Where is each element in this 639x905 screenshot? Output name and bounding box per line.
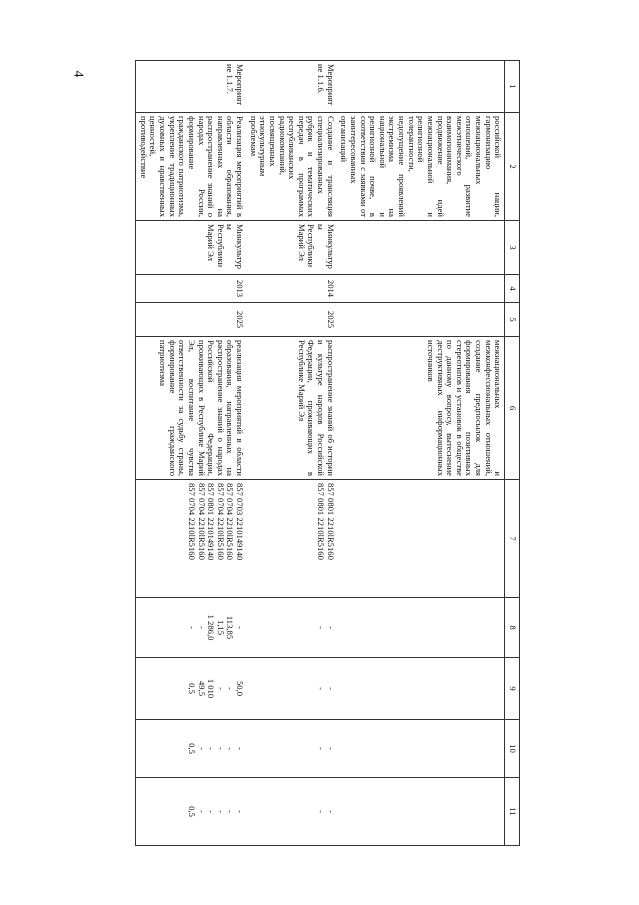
value: - [196, 626, 207, 629]
cell-c9 [337, 658, 505, 720]
value: - [316, 626, 327, 629]
cell-end-year [337, 303, 505, 337]
cell-c8 [337, 598, 505, 658]
cell-c11 [246, 778, 337, 846]
value: - [196, 747, 207, 750]
header-row [505, 61, 520, 846]
cell-executor [337, 221, 505, 275]
code-line: 857 0704 2210lR5160 [196, 483, 207, 560]
code-line: 857 0801 2210lR5160 [325, 483, 336, 560]
cell-c11 [337, 778, 505, 846]
cell-c10 [337, 720, 505, 778]
value: - [316, 687, 327, 690]
value: - [316, 810, 327, 813]
cell-end-year: 2025 [246, 303, 337, 337]
code-line: 857 0703 2210149140 [235, 483, 246, 561]
cell-id: Мероприятие 1.1.7. [136, 61, 246, 113]
value: 1 010 [206, 678, 217, 699]
col-header-2: 2 [505, 113, 520, 221]
value: - [325, 810, 336, 813]
cell-name: российской нации, гармонизацию межнациональных отношений, развитие межэтнического взаимопонимания, продвижение идей межнациональной и религиозной толерантности, недопущение проявлений экстремизма на национальной и религиозной почве, в соответствии с заявками от заинтересованных организаций [337, 113, 505, 221]
col-header-9: 9 [505, 658, 520, 720]
cell-c9 [246, 658, 337, 720]
code-line: 857 0801 2210lR5160 [316, 483, 327, 560]
cell-start-year [337, 275, 505, 303]
col-header-5: 5 [505, 303, 520, 337]
cell-result: реализация мероприятий в области образования, направленных на распространение знаний о народах Российской Федерации, проживающих в Республике Марий Эл, воспитание чувства ответственности за судьбу страны, формирование гражданского патриотизма [136, 337, 246, 480]
cell-end-year: 2025 [136, 303, 246, 337]
cell-c8 [246, 598, 337, 658]
value: - [225, 747, 236, 750]
cell-start-year: 2013 [136, 275, 246, 303]
cell-id [337, 61, 505, 113]
cell-name: Создание и трансляция специализированных рубрик и тематических передач в программах республиканских радиокомпаний, посвященных этнокультурным проблемам [246, 113, 337, 221]
value: - [325, 687, 336, 690]
value: - [235, 810, 246, 813]
col-header-10: 10 [505, 720, 520, 778]
cell-code [246, 480, 337, 598]
code-line: 857 0801 2210149140 [206, 483, 217, 561]
value: - [206, 747, 217, 750]
cell-result: межнациональных и межконфессиональных отношений, создание предпосылок для формирования позитивных стереотипов и установок в обществе по данному вопросу, вытеснение деструктивных информационных источников [337, 337, 505, 480]
cell-start-year: 2014 [246, 275, 337, 303]
value: 0,5 [187, 683, 197, 694]
col-header-7: 7 [505, 480, 520, 598]
value: 50,0 [235, 680, 246, 697]
page-number: 4 [70, 70, 86, 78]
cell-c11 [136, 778, 246, 846]
rotated-table-container [120, 60, 520, 845]
cell-result: распространение знаний об истории и культуре народов Российской Федерации, проживающих в Республике Марий Эл [246, 337, 337, 480]
col-header-8: 8 [505, 598, 520, 658]
budget-table [135, 60, 520, 846]
value: 49,5 [196, 680, 207, 697]
cell-c10 [136, 720, 246, 778]
col-header-3: 3 [505, 221, 520, 275]
cell-c10 [246, 720, 337, 778]
value: - [215, 687, 226, 690]
value: - [196, 810, 207, 813]
value: - [206, 810, 217, 813]
value: 113,85 [225, 615, 236, 640]
value: 0,5 [187, 806, 197, 817]
cell-c9 [136, 658, 246, 720]
col-header-6: 6 [505, 337, 520, 480]
value: 0,5 [187, 743, 197, 754]
code-line: 857 0704 2210lR5160 [187, 483, 197, 560]
code-line: 857 0704 2210lR5160 [225, 483, 236, 560]
cell-code [337, 480, 505, 598]
col-header-4: 4 [505, 275, 520, 303]
value: - [325, 626, 336, 629]
cell-c8 [136, 598, 246, 658]
value: - [225, 687, 236, 690]
value: - [187, 626, 197, 629]
table-row [337, 61, 505, 846]
cell-executor: Минкультуры Республики Марий Эл [136, 221, 246, 275]
value: - [215, 810, 226, 813]
cell-executor: Минкультуры Республики Марий Эл [246, 221, 337, 275]
code-line: 857 0704 2210lR5160 [215, 483, 226, 560]
table-row [136, 61, 246, 846]
cell-code [136, 480, 246, 598]
value: - [235, 626, 246, 629]
col-header-1: 1 [505, 61, 520, 113]
value: - [215, 747, 226, 750]
value: 1 286,0 [206, 614, 217, 641]
table-row [246, 61, 337, 846]
value: - [235, 747, 246, 750]
cell-id: Мероприятие 1.1.6. [246, 61, 337, 113]
col-header-11: 11 [505, 778, 520, 846]
value: 1,15 [215, 619, 226, 636]
value: - [325, 747, 336, 750]
value: - [225, 810, 236, 813]
cell-name: Реализация мероприятий в области образования, направленных на распространение знаний о народах России, формирование гражданского патриотизма, укрепление традиционных духовных и нравственных ценностей, противодействие [136, 113, 246, 221]
value: - [316, 747, 327, 750]
